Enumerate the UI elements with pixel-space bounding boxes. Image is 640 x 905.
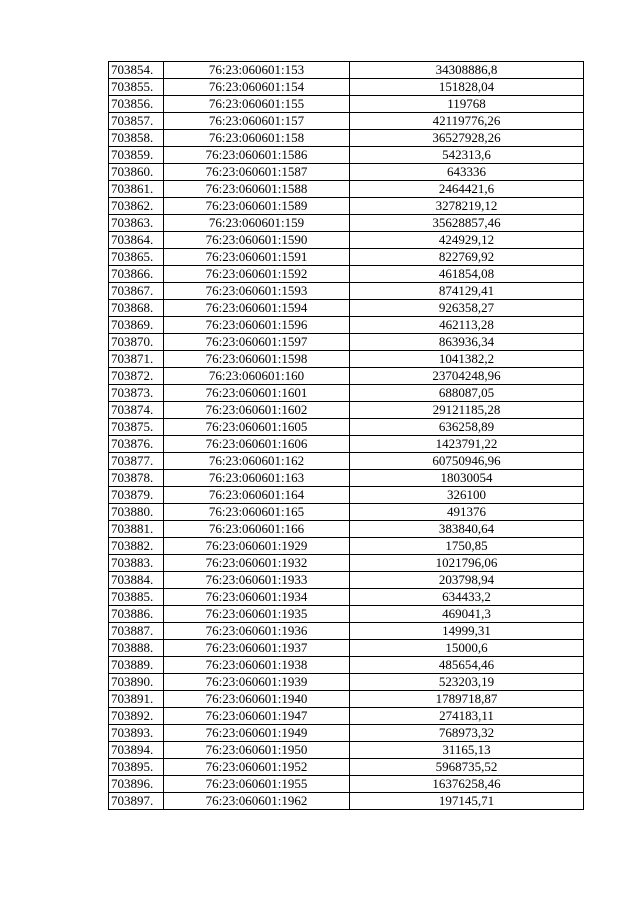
table-row (109, 521, 584, 538)
cadastral-number-cell: 76:23:060601:1936 (164, 623, 350, 640)
cadastral-value-cell: 1423791,22 (350, 436, 584, 453)
cadastral-value-cell: 14999,31 (350, 623, 584, 640)
cadastral-number-cell: 76:23:060601:1932 (164, 555, 350, 572)
table-row (109, 674, 584, 691)
table-row (109, 368, 584, 385)
cadastral-number-cell: 76:23:060601:159 (164, 215, 350, 232)
cadastral-value-cell: 768973,32 (350, 725, 584, 742)
cadastral-number-cell: 76:23:060601:1606 (164, 436, 350, 453)
row-number-cell: 703880. (109, 504, 164, 521)
table-row (109, 657, 584, 674)
cadastral-number-cell: 76:23:060601:1588 (164, 181, 350, 198)
row-number-cell: 703881. (109, 521, 164, 538)
cadastral-number-cell: 76:23:060601:1938 (164, 657, 350, 674)
row-number-cell: 703878. (109, 470, 164, 487)
row-number-cell: 703859. (109, 147, 164, 164)
cadastral-number-cell: 76:23:060601:1933 (164, 572, 350, 589)
cadastral-number-cell: 76:23:060601:1937 (164, 640, 350, 657)
cadastral-value-cell: 36527928,26 (350, 130, 584, 147)
row-number-cell: 703856. (109, 96, 164, 113)
table-row (109, 334, 584, 351)
cadastral-value-cell: 2464421,6 (350, 181, 584, 198)
table-row (109, 759, 584, 776)
cadastral-number-cell: 76:23:060601:1593 (164, 283, 350, 300)
cadastral-number-cell: 76:23:060601:1598 (164, 351, 350, 368)
cadastral-value-cell: 326100 (350, 487, 584, 504)
cadastral-value-cell: 643336 (350, 164, 584, 181)
cadastral-value-cell: 874129,41 (350, 283, 584, 300)
cadastral-value-cell: 3278219,12 (350, 198, 584, 215)
cadastral-value-cell: 34308886,8 (350, 62, 584, 79)
row-number-cell: 703884. (109, 572, 164, 589)
row-number-cell: 703889. (109, 657, 164, 674)
row-number-cell: 703863. (109, 215, 164, 232)
cadastral-number-cell: 76:23:060601:1605 (164, 419, 350, 436)
cadastral-value-cell: 542313,6 (350, 147, 584, 164)
table-row (109, 742, 584, 759)
cadastral-number-cell: 76:23:060601:1591 (164, 249, 350, 266)
cadastral-value-cell: 383840,64 (350, 521, 584, 538)
cadastral-value-cell: 523203,19 (350, 674, 584, 691)
cadastral-number-cell: 76:23:060601:1939 (164, 674, 350, 691)
cadastral-value-cell: 203798,94 (350, 572, 584, 589)
row-number-cell: 703870. (109, 334, 164, 351)
cadastral-number-cell: 76:23:060601:1947 (164, 708, 350, 725)
cadastral-value-cell: 462113,28 (350, 317, 584, 334)
row-number-cell: 703892. (109, 708, 164, 725)
table-row (109, 572, 584, 589)
table-row (109, 232, 584, 249)
table-row (109, 249, 584, 266)
cadastral-number-cell: 76:23:060601:165 (164, 504, 350, 521)
cadastral-number-cell: 76:23:060601:155 (164, 96, 350, 113)
table-row (109, 555, 584, 572)
cadastral-value-cell: 29121185,28 (350, 402, 584, 419)
table-row (109, 725, 584, 742)
cadastral-number-cell: 76:23:060601:1950 (164, 742, 350, 759)
cadastral-number-cell: 76:23:060601:1596 (164, 317, 350, 334)
table-row (109, 793, 584, 810)
table-row (109, 130, 584, 147)
row-number-cell: 703882. (109, 538, 164, 555)
table-body (109, 62, 584, 810)
table-row (109, 164, 584, 181)
cadastral-value-cell: 151828,04 (350, 79, 584, 96)
row-number-cell: 703886. (109, 606, 164, 623)
table-row (109, 640, 584, 657)
cadastral-value-cell: 16376258,46 (350, 776, 584, 793)
row-number-cell: 703893. (109, 725, 164, 742)
table-row (109, 181, 584, 198)
row-number-cell: 703857. (109, 113, 164, 130)
table-row (109, 436, 584, 453)
row-number-cell: 703897. (109, 793, 164, 810)
row-number-cell: 703869. (109, 317, 164, 334)
cadastral-number-cell: 76:23:060601:1602 (164, 402, 350, 419)
table-row (109, 215, 584, 232)
row-number-cell: 703876. (109, 436, 164, 453)
table-row (109, 96, 584, 113)
table-row (109, 266, 584, 283)
row-number-cell: 703862. (109, 198, 164, 215)
cadastral-value-cell: 424929,12 (350, 232, 584, 249)
cadastral-number-cell: 76:23:060601:1587 (164, 164, 350, 181)
row-number-cell: 703861. (109, 181, 164, 198)
cadastral-value-cell: 1750,85 (350, 538, 584, 555)
cadastral-value-cell: 31165,13 (350, 742, 584, 759)
cadastral-value-cell: 822769,92 (350, 249, 584, 266)
row-number-cell: 703865. (109, 249, 164, 266)
cadastral-value-cell: 491376 (350, 504, 584, 521)
cadastral-number-cell: 76:23:060601:1940 (164, 691, 350, 708)
cadastral-number-cell: 76:23:060601:160 (164, 368, 350, 385)
row-number-cell: 703864. (109, 232, 164, 249)
cadastral-number-cell: 76:23:060601:154 (164, 79, 350, 96)
cadastral-value-cell: 35628857,46 (350, 215, 584, 232)
row-number-cell: 703872. (109, 368, 164, 385)
cadastral-value-cell: 15000,6 (350, 640, 584, 657)
row-number-cell: 703885. (109, 589, 164, 606)
cadastral-value-cell: 461854,08 (350, 266, 584, 283)
cadastral-number-cell: 76:23:060601:164 (164, 487, 350, 504)
row-number-cell: 703860. (109, 164, 164, 181)
cadastral-value-cell: 485654,46 (350, 657, 584, 674)
row-number-cell: 703879. (109, 487, 164, 504)
row-number-cell: 703895. (109, 759, 164, 776)
row-number-cell: 703867. (109, 283, 164, 300)
cadastral-number-cell: 76:23:060601:157 (164, 113, 350, 130)
cadastral-number-cell: 76:23:060601:1949 (164, 725, 350, 742)
table-row (109, 606, 584, 623)
cadastral-number-cell: 76:23:060601:166 (164, 521, 350, 538)
table-row (109, 79, 584, 96)
cadastral-number-cell: 76:23:060601:1955 (164, 776, 350, 793)
table-row (109, 147, 584, 164)
cadastral-number-cell: 76:23:060601:158 (164, 130, 350, 147)
row-number-cell: 703874. (109, 402, 164, 419)
row-number-cell: 703855. (109, 79, 164, 96)
cadastral-value-cell: 469041,3 (350, 606, 584, 623)
row-number-cell: 703866. (109, 266, 164, 283)
cadastral-value-cell: 274183,11 (350, 708, 584, 725)
cadastral-number-cell: 76:23:060601:1962 (164, 793, 350, 810)
cadastral-number-cell: 76:23:060601:163 (164, 470, 350, 487)
row-number-cell: 703883. (109, 555, 164, 572)
table-row (109, 402, 584, 419)
cadastral-number-cell: 76:23:060601:1594 (164, 300, 350, 317)
table-row (109, 623, 584, 640)
table-row (109, 283, 584, 300)
row-number-cell: 703877. (109, 453, 164, 470)
cadastral-value-cell: 23704248,96 (350, 368, 584, 385)
cadastral-value-cell: 863936,34 (350, 334, 584, 351)
cadastral-value-cell: 636258,89 (350, 419, 584, 436)
row-number-cell: 703875. (109, 419, 164, 436)
table-row (109, 113, 584, 130)
table-row (109, 419, 584, 436)
table-row (109, 453, 584, 470)
row-number-cell: 703873. (109, 385, 164, 402)
table-row (109, 691, 584, 708)
cadastral-value-cell: 1021796,06 (350, 555, 584, 572)
cadastral-value-cell: 60750946,96 (350, 453, 584, 470)
table-row (109, 351, 584, 368)
table-row (109, 776, 584, 793)
cadastral-number-cell: 76:23:060601:1592 (164, 266, 350, 283)
cadastral-value-cell: 119768 (350, 96, 584, 113)
row-number-cell: 703890. (109, 674, 164, 691)
cadastral-number-cell: 76:23:060601:1586 (164, 147, 350, 164)
row-number-cell: 703888. (109, 640, 164, 657)
cadastral-value-cell: 1789718,87 (350, 691, 584, 708)
table-row (109, 538, 584, 555)
cadastral-number-cell: 76:23:060601:1934 (164, 589, 350, 606)
table-row (109, 504, 584, 521)
cadastral-value-cell: 42119776,26 (350, 113, 584, 130)
cadastral-number-cell: 76:23:060601:1597 (164, 334, 350, 351)
cadastral-number-cell: 76:23:060601:1589 (164, 198, 350, 215)
table-row (109, 708, 584, 725)
row-number-cell: 703854. (109, 62, 164, 79)
cadastral-number-cell: 76:23:060601:1929 (164, 538, 350, 555)
row-number-cell: 703871. (109, 351, 164, 368)
row-number-cell: 703887. (109, 623, 164, 640)
table-row (109, 62, 584, 79)
cadastral-value-cell: 5968735,52 (350, 759, 584, 776)
table-row (109, 487, 584, 504)
cadastral-number-cell: 76:23:060601:1952 (164, 759, 350, 776)
cadastral-value-cell: 926358,27 (350, 300, 584, 317)
table-row (109, 300, 584, 317)
cadastral-value-cell: 688087,05 (350, 385, 584, 402)
cadastral-value-cell: 1041382,2 (350, 351, 584, 368)
row-number-cell: 703894. (109, 742, 164, 759)
row-number-cell: 703858. (109, 130, 164, 147)
cadastral-number-cell: 76:23:060601:153 (164, 62, 350, 79)
row-number-cell: 703896. (109, 776, 164, 793)
cadastral-number-cell: 76:23:060601:1935 (164, 606, 350, 623)
table-row (109, 589, 584, 606)
cadastral-number-cell: 76:23:060601:1601 (164, 385, 350, 402)
table-row (109, 198, 584, 215)
row-number-cell: 703868. (109, 300, 164, 317)
table-row (109, 385, 584, 402)
table-row (109, 470, 584, 487)
cadastral-value-table (108, 61, 584, 810)
table-row (109, 317, 584, 334)
cadastral-value-cell: 634433,2 (350, 589, 584, 606)
cadastral-value-cell: 197145,71 (350, 793, 584, 810)
cadastral-number-cell: 76:23:060601:1590 (164, 232, 350, 249)
row-number-cell: 703891. (109, 691, 164, 708)
cadastral-value-cell: 18030054 (350, 470, 584, 487)
cadastral-number-cell: 76:23:060601:162 (164, 453, 350, 470)
